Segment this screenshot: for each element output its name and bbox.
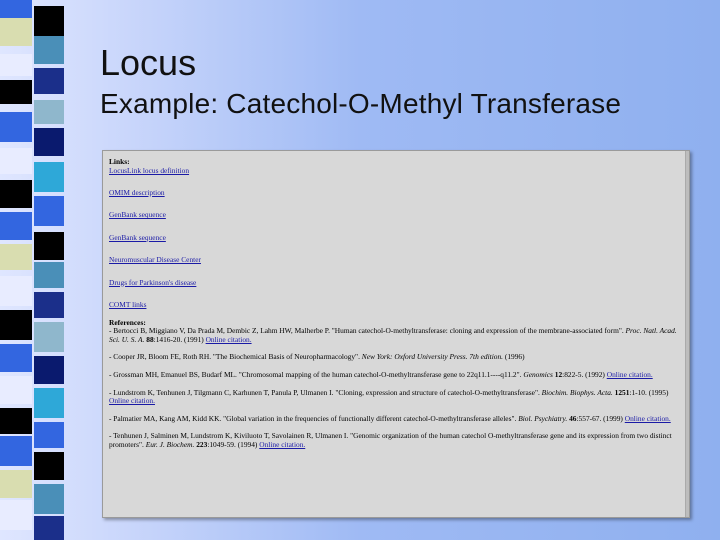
decorative-tile (0, 112, 32, 142)
online-citation-link[interactable]: Online citation. (624, 413, 671, 423)
reference-volume: 1251 (614, 387, 630, 397)
reference-item (109, 371, 679, 380)
reference-pages: :822-5. (1992) (562, 369, 605, 379)
decorative-tile (34, 516, 64, 540)
link-omim[interactable]: OMIM description (109, 187, 165, 197)
references-list (109, 327, 679, 449)
decorative-tile (34, 322, 64, 352)
link-neuromuscular[interactable]: Neuromuscular Disease Center (109, 255, 201, 265)
decorative-tile (0, 408, 32, 434)
reference-volume: 223 (196, 439, 208, 449)
reference-volume: 12 (554, 369, 563, 379)
decorative-tile (0, 310, 32, 340)
reference-text: - Bertocci B, Miggiano V, Da Prada M, Dembic Z, Lahm HW, Malherbe P. "Human catechol-O-methyltransferase: cloning and expression of the membrane-associated form". (109, 326, 624, 336)
reference-journal: Genomics (523, 369, 553, 379)
decorative-tile (0, 276, 32, 306)
decorative-tile (34, 100, 64, 124)
reference-journal: Proc. Natl. Acad. Sci. U. S. A. (109, 326, 677, 344)
decorative-tile (0, 344, 32, 372)
references-header: References: (109, 317, 146, 327)
reference-journal: Biol. Psychiatry. (518, 413, 568, 423)
scrollbar[interactable] (685, 151, 689, 517)
decorative-tile (0, 470, 32, 498)
reference-item (109, 415, 679, 424)
webpage-screenshot (102, 150, 690, 518)
decorative-tile (0, 436, 32, 466)
decorative-tile (34, 68, 64, 94)
decorative-tile (34, 128, 64, 156)
reference-pages: :1-10. (1995) (629, 387, 669, 397)
reference-item (109, 353, 679, 362)
decorative-tile (34, 162, 64, 192)
link-genbank-1[interactable]: GenBank sequence (109, 210, 166, 220)
online-citation-link[interactable]: Online citation. (109, 396, 155, 406)
online-citation-link[interactable]: Online citation. (259, 439, 306, 449)
reference-text: - Cooper JR, Bloom FE, Roth RH. "The Biochemical Basis of Neuropharmacology". (109, 352, 360, 362)
links-header: Links: (109, 157, 130, 166)
link-parkinsons-drugs[interactable]: Drugs for Parkinson's disease (109, 277, 197, 287)
decorative-tile (0, 376, 32, 404)
decorative-tile (34, 196, 64, 226)
online-citation-link[interactable]: Online citation. (606, 369, 653, 379)
decorative-tile (34, 36, 64, 64)
reference-pages: (1996) (504, 352, 525, 362)
slide-title: Locus (100, 42, 197, 83)
link-genbank-2[interactable]: GenBank sequence (109, 232, 166, 242)
decorative-tile (34, 292, 64, 318)
decorative-tile (34, 356, 64, 384)
slide-subtitle: Example: Catechol-O-Methyl Transferase (100, 88, 622, 119)
decorative-tile (34, 232, 64, 260)
decorative-tile (34, 422, 64, 448)
decorative-tile (0, 54, 32, 76)
decorative-tile (34, 262, 64, 288)
reference-volume: 46 (569, 413, 577, 423)
decorative-tile (0, 18, 32, 46)
decorative-tile (0, 80, 32, 104)
reference-item (109, 432, 679, 449)
reference-volume: 88 (146, 334, 154, 344)
reference-text: - Lundstrom K, Tenhunen J, Tilgmann C, Karhunen T, Panula P, Ulmanen I. "Cloning, expression and structure of catechol-O-methyltransferase". (109, 387, 540, 397)
reference-pages: :1416-20. (1991) (153, 334, 204, 344)
decorative-tile (34, 452, 64, 480)
reference-item (109, 389, 679, 406)
reference-journal: New York: Oxford University Press. 7th edition. (361, 352, 504, 362)
links-list (109, 167, 679, 310)
decorative-tile (0, 244, 32, 270)
decorative-tile-strip (0, 0, 82, 540)
reference-journal: Eur. J. Biochem. (145, 439, 195, 449)
decorative-tile (0, 500, 32, 530)
reference-item (109, 327, 679, 344)
decorative-tile (0, 212, 32, 240)
link-locuslink[interactable]: LocusLink locus definition (109, 165, 190, 175)
decorative-tile (34, 388, 64, 418)
reference-text: - Grossman MH, Emanuel BS, Budarf ML. "Chromosomal mapping of the human catechol-O-methyltransferase gene to 22q11.1----q11.2". (109, 369, 522, 379)
reference-journal: Biochim. Biophys. Acta. (541, 387, 613, 397)
decorative-tile (0, 148, 32, 174)
reference-text: - Palmatier MA, Kang AM, Kidd KK. "Global variation in the frequencies of functionally different catechol-O-methyltransferase alleles". (109, 413, 517, 423)
link-comt[interactable]: COMT links (109, 299, 147, 309)
decorative-tile (0, 180, 32, 208)
reference-text: - Tenhunen J, Salminen M, Lundstrom K, Kiviluoto T, Savolainen R, Ulmanen I. "Genomic organization of the human catechol O-methyltransferase gene and its expression from two distinct promoters". (109, 431, 672, 449)
decorative-tile (34, 6, 64, 36)
online-citation-link[interactable]: Online citation. (205, 334, 252, 344)
decorative-tile (34, 484, 64, 514)
reference-pages: :557-67. (1999) (576, 413, 623, 423)
reference-pages: :1049-59. (1994) (207, 439, 258, 449)
